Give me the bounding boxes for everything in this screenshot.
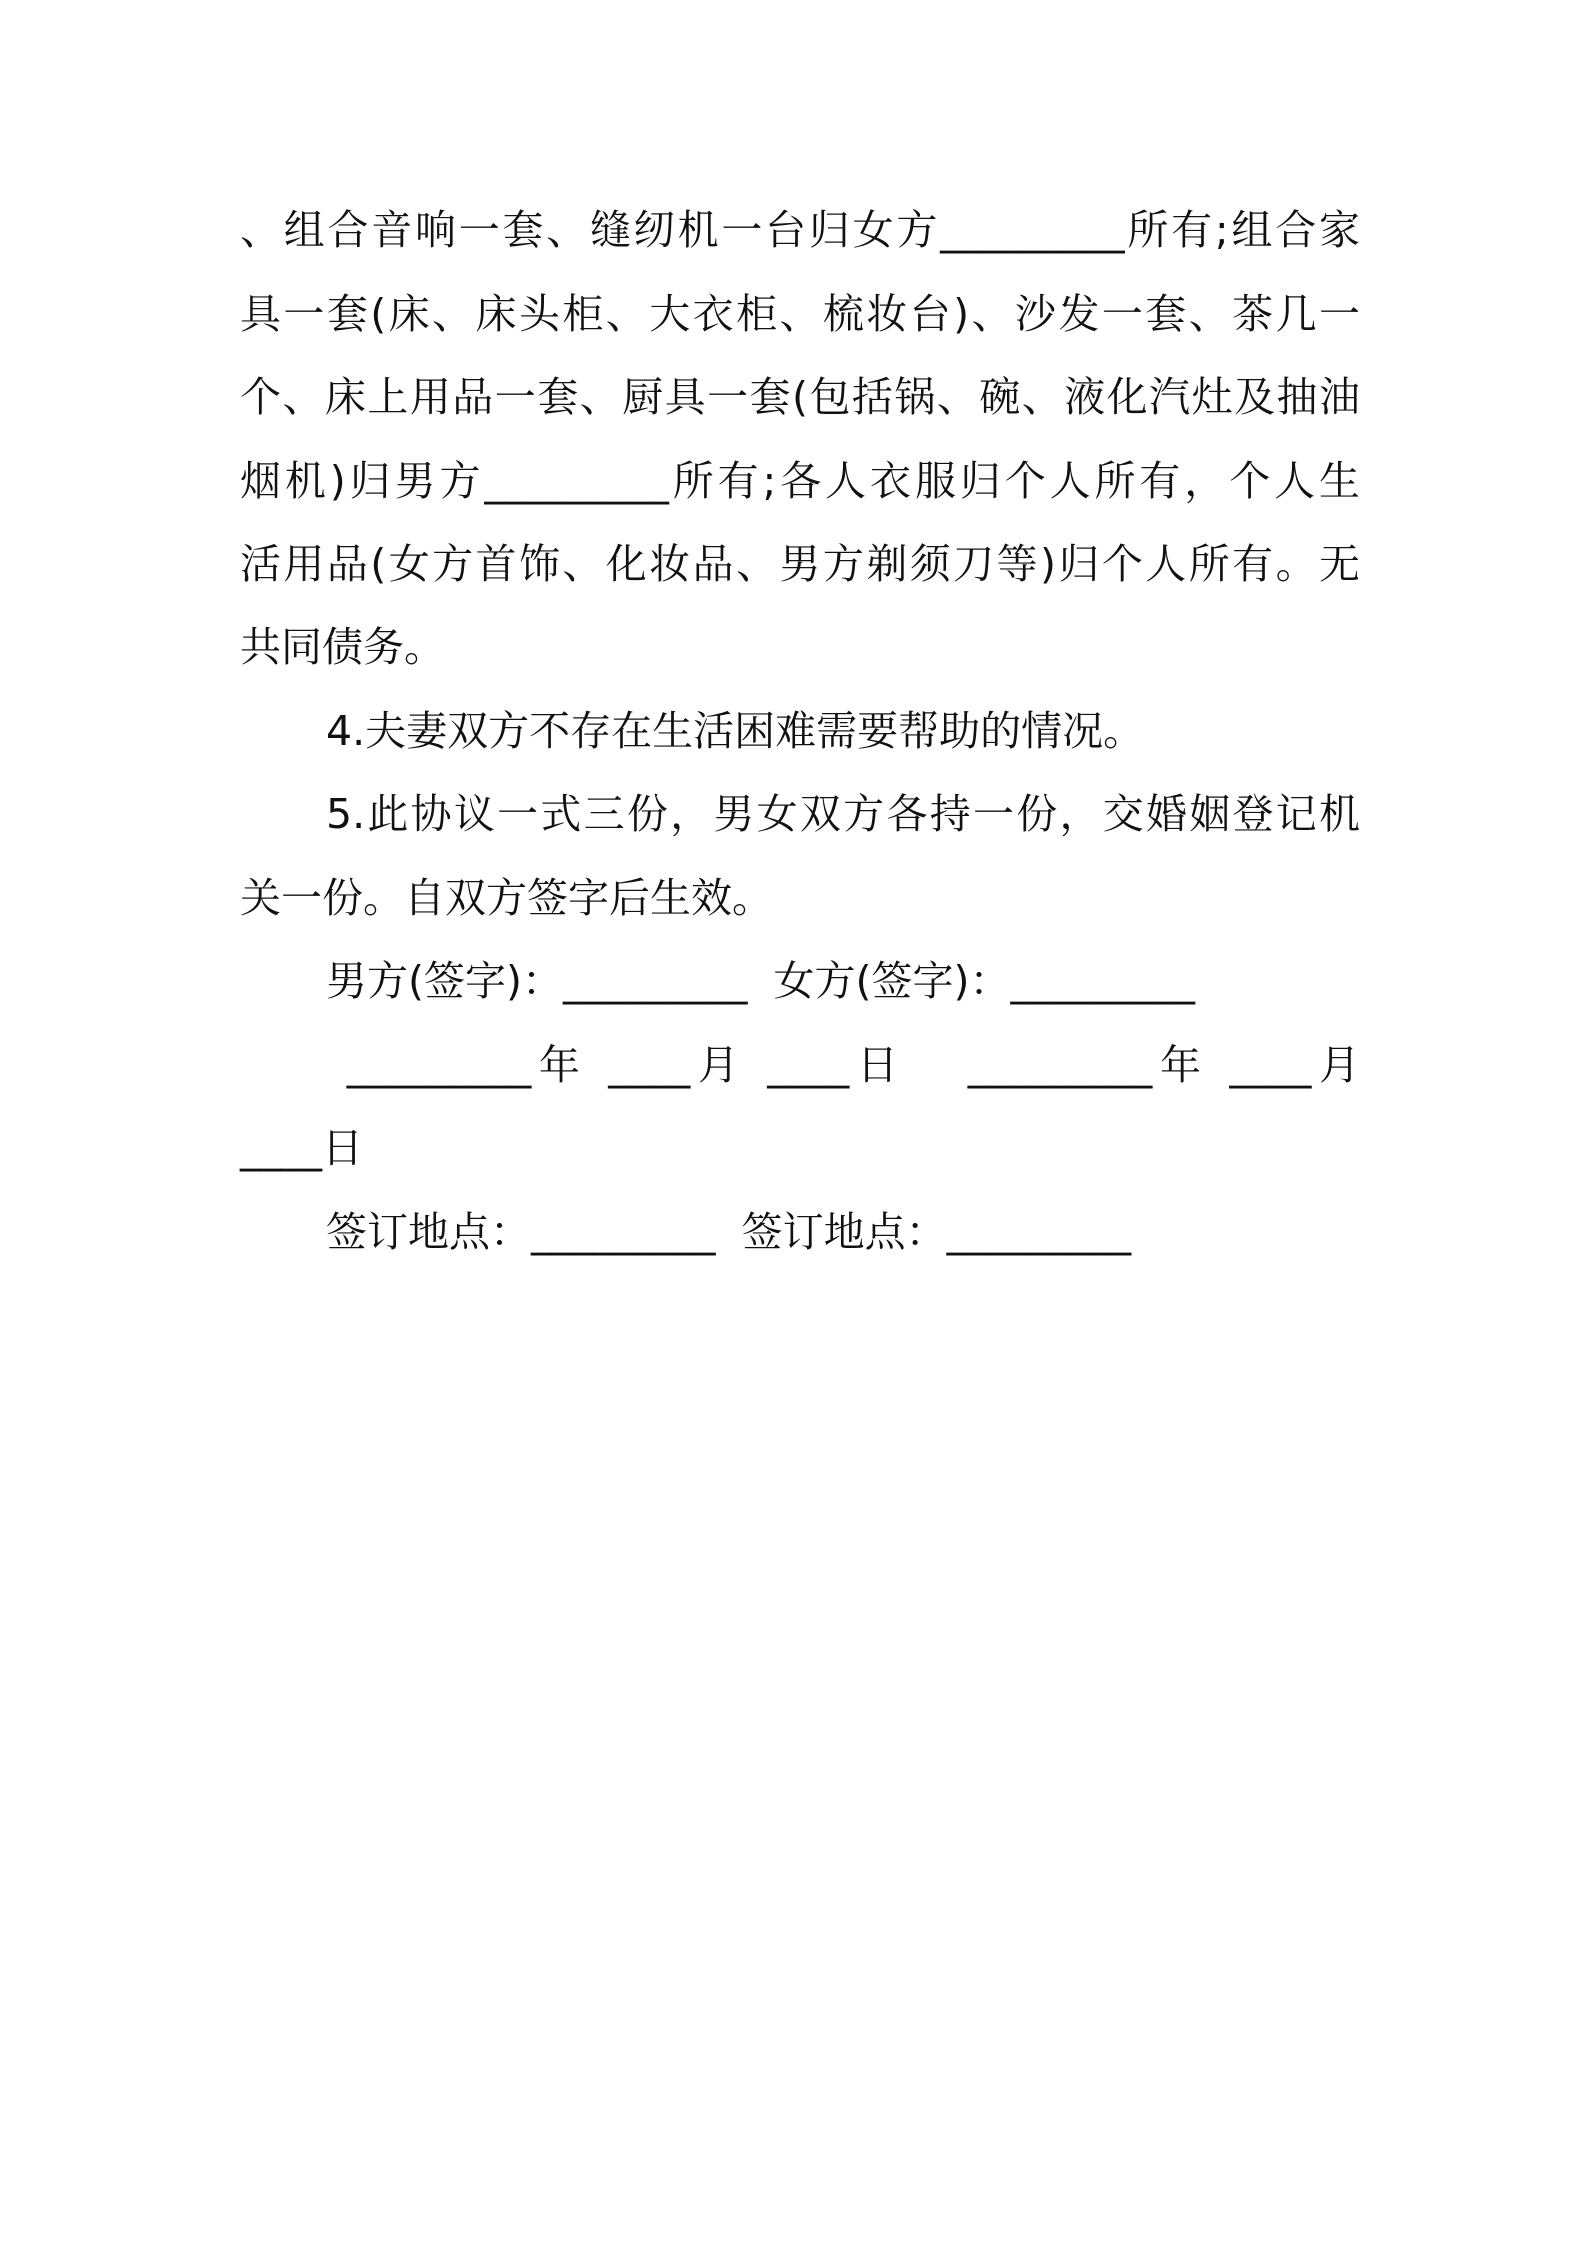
paragraph-line: 活用品(女方首饰、化妆品、男方剃须刀等)归个人所有。无 [240, 540, 1360, 588]
date-line: ____日 [240, 1124, 363, 1172]
clause-5-line: 关一份。自双方签字后生效。 [240, 874, 773, 922]
paragraph-line: 具一套(床、床头柜、大衣柜、梳妆台)、沙发一套、茶几一 [240, 290, 1360, 338]
paragraph-line: 共同债务。 [240, 623, 445, 671]
paragraph-line: 、组合音响一套、缝纫机一台归女方_________所有;组合家 [240, 206, 1360, 254]
clause-4: 4.夫妻双方不存在生活困难需要帮助的情况。 [326, 707, 1145, 755]
signature-line: 男方(签字)：_________ 女方(签字)：_________ [326, 957, 1196, 1005]
signing-place-line: 签订地点：_________ 签订地点：_________ [326, 1208, 1132, 1256]
clause-5-line: 5.此协议一式三份，男女双方各持一份，交婚姻登记机 [326, 790, 1360, 838]
date-line: _________年 ____月 ____日 _________年 ____月 [326, 1041, 1360, 1089]
paragraph-line: 个、床上用品一套、厨具一套(包括锅、碗、液化汽灶及抽油 [240, 373, 1360, 421]
paragraph-line: 烟机)归男方_________所有;各人衣服归个人所有，个人生 [240, 457, 1360, 505]
